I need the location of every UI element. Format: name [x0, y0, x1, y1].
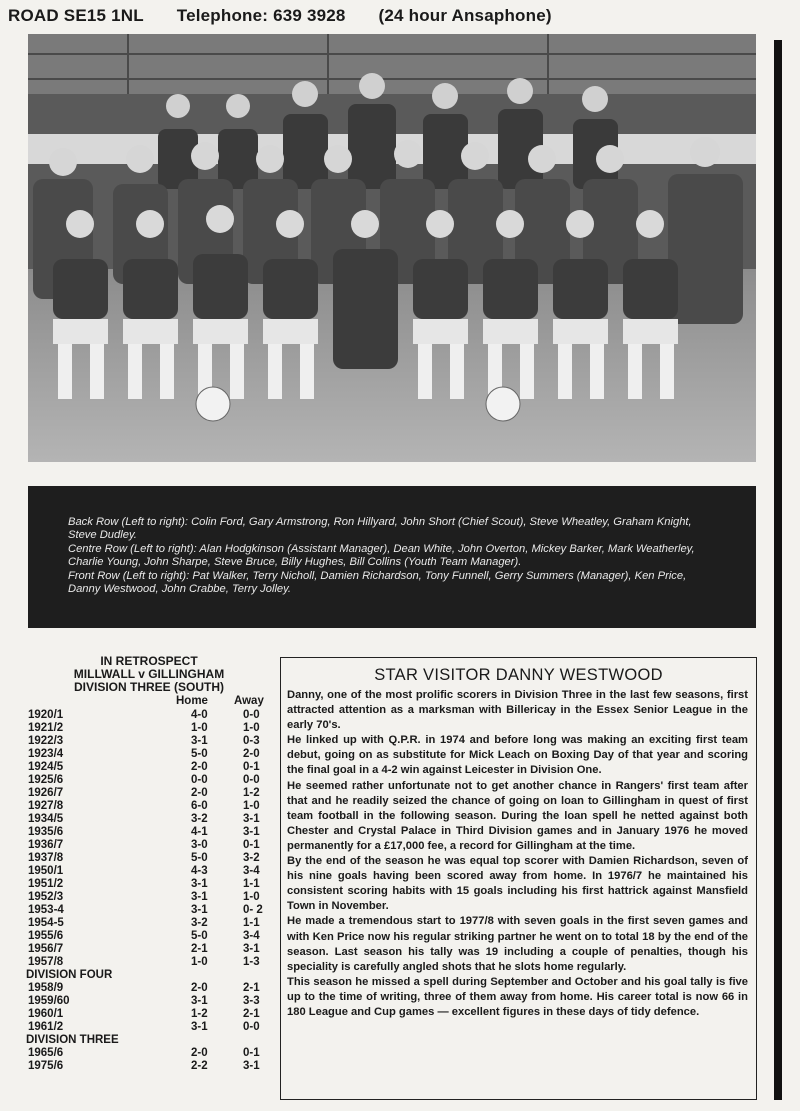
away-score-cell: 0-0	[243, 1021, 260, 1033]
away-score-cell: 3-1	[243, 813, 260, 825]
away-score-cell: 0-0	[243, 709, 260, 721]
division-heading: DIVISION THREE	[26, 1034, 119, 1046]
result-row	[26, 800, 272, 813]
address-text: ROAD SE15 1NL	[8, 6, 144, 25]
caption-front-row: Front Row (Left to right): Pat Walker, Terry Nicholl, Damien Richardson, Tony Funnell, Gerry Summers (Manager), Ken Price, Danny Westwood, John Crabbe, Terry Jolley.	[68, 569, 687, 596]
season-cell: 1925/6	[28, 774, 64, 786]
result-row	[26, 904, 272, 917]
home-score-cell: 3-2	[191, 813, 208, 825]
away-score-cell: 1-1	[243, 878, 260, 890]
team-photo-illustration	[28, 34, 756, 462]
home-score-cell: 4-3	[191, 865, 208, 877]
result-row	[26, 787, 272, 800]
home-score-cell: 3-0	[191, 839, 208, 851]
away-score-cell: 3-3	[243, 995, 260, 1007]
away-score-cell: 0-1	[243, 761, 260, 773]
season-cell: 1934/5	[28, 813, 64, 825]
result-row	[26, 722, 272, 735]
away-score-cell: 3-2	[243, 852, 260, 864]
result-row	[26, 774, 272, 787]
home-score-cell: 3-1	[191, 735, 208, 747]
season-cell: 1952/3	[28, 891, 64, 903]
article-paragraph: By the end of the season he was equal top scorer with Damien Richardson, seven of his nine goals having been scored away from home. In 1976/7 he maintained his consistent scoring habits with 15 goals including his first hattrick against Mansfield Town in November.	[287, 855, 748, 913]
article-paragraph: He seemed rather unfortunate not to get another chance in Rangers' first team after that and he readily seized the chance of going on loan to Gillingham in quest of first team football in the following season. During the loan spell he netted against both Chester and Crystal Palace in Third Division games and in January 1976 he moved permanently for a £17,000 fee, a record for Gillingham at the time.	[287, 779, 748, 852]
season-cell: 1965/6	[28, 1047, 64, 1059]
result-row	[26, 865, 272, 878]
away-score-cell: 0-1	[243, 839, 260, 851]
away-score-cell: 0-3	[243, 735, 260, 747]
away-score-cell: 1-1	[243, 917, 260, 929]
telephone-text: Telephone: 639 3928	[176, 6, 346, 25]
away-score-cell: 0-1	[243, 1047, 260, 1059]
season-cell: 1954-5	[28, 917, 64, 929]
away-score-cell: 2-1	[243, 982, 260, 994]
star-visitor-body	[287, 688, 748, 1020]
away-score-cell: 1-0	[243, 891, 260, 903]
right-edge-bar	[774, 40, 782, 1100]
season-cell: 1955/6	[28, 930, 64, 942]
result-row	[26, 761, 272, 774]
away-score-cell: 0-0	[243, 774, 260, 786]
away-score-cell: 3-4	[243, 930, 260, 942]
result-row	[26, 1060, 272, 1073]
ansaphone-text: (24 hour Ansaphone)	[378, 6, 552, 25]
away-score-cell: 3-1	[243, 826, 260, 838]
home-score-cell: 3-1	[191, 891, 208, 903]
home-score-cell: 2-2	[191, 1060, 208, 1072]
photo-caption-box	[28, 486, 756, 628]
home-score-cell: 4-1	[191, 826, 208, 838]
season-cell: 1937/8	[28, 852, 64, 864]
home-score-cell: 5-0	[191, 748, 208, 760]
home-score-cell: 5-0	[191, 930, 208, 942]
home-score-cell: 1-2	[191, 1008, 208, 1020]
retrospect-table	[26, 655, 272, 1073]
home-score-cell: 2-0	[191, 982, 208, 994]
home-score-cell: 5-0	[191, 852, 208, 864]
home-score-cell: 3-1	[191, 878, 208, 890]
result-row	[26, 891, 272, 904]
away-score-cell: 2-0	[243, 748, 260, 760]
away-score-cell: 1-0	[243, 722, 260, 734]
star-visitor-title: STAR VISITOR DANNY WESTWOOD	[374, 666, 663, 684]
result-row	[26, 839, 272, 852]
article-paragraph: He linked up with Q.P.R. in 1974 and before long was making an exciting first team debut, going on as substitute for Mick Leach on Boxing Day of that year and scoring the final goal in a 4-2 win against Leicester in Division One.	[287, 734, 748, 777]
retrospect-title	[26, 655, 272, 694]
result-row	[26, 735, 272, 748]
retrospect-title-line-1: IN RETROSPECT	[100, 654, 198, 668]
season-cell: 1936/7	[28, 839, 64, 851]
season-cell: 1953-4	[28, 904, 64, 916]
season-cell: 1926/7	[28, 787, 64, 799]
season-cell: 1921/2	[28, 722, 64, 734]
result-row	[26, 709, 272, 722]
season-cell: 1959/60	[28, 995, 70, 1007]
away-score-cell: 1-2	[243, 787, 260, 799]
season-cell: 1927/8	[28, 800, 64, 812]
result-row	[26, 930, 272, 943]
season-cell: 1923/4	[28, 748, 64, 760]
retrospect-rows	[26, 709, 272, 1073]
home-score-cell: 1-0	[191, 956, 208, 968]
away-score-cell: 3-1	[243, 1060, 260, 1072]
team-photo	[28, 34, 756, 462]
home-score-cell: 3-2	[191, 917, 208, 929]
result-row	[26, 982, 272, 995]
result-row	[26, 878, 272, 891]
season-cell: 1960/1	[28, 1008, 64, 1020]
result-row	[26, 956, 272, 969]
season-cell: 1958/9	[28, 982, 64, 994]
result-row	[26, 995, 272, 1008]
away-score-cell: 0- 2	[243, 904, 263, 916]
result-row	[26, 813, 272, 826]
photo-caption	[68, 516, 708, 596]
season-cell: 1922/3	[28, 735, 64, 747]
result-row	[26, 1021, 272, 1034]
result-row	[26, 1047, 272, 1060]
retrospect-column-headers	[26, 695, 272, 709]
division-heading: DIVISION FOUR	[26, 969, 113, 981]
home-score-cell: 2-1	[191, 943, 208, 955]
article-paragraph: He made a tremendous start to 1977/8 with seven goals in the first seven games and with Ken Price now his regular striking partner he went on to total 18 by the end of the season. Last season his tally was 19 including a couple of penalties, though his speciality is carefully angled shots that he slots home regularly.	[287, 915, 748, 973]
home-column-header: Home	[176, 695, 208, 707]
home-score-cell: 6-0	[191, 800, 208, 812]
home-score-cell: 3-1	[191, 995, 208, 1007]
away-column-header: Away	[234, 695, 264, 707]
season-cell: 1950/1	[28, 865, 64, 877]
home-score-cell: 0-0	[191, 774, 208, 786]
result-row	[26, 917, 272, 930]
caption-back-row: Back Row (Left to right): Colin Ford, Gary Armstrong, Ron Hillyard, John Short (Chief Scout), Steve Wheatley, Graham Knight, Steve Dudley.	[68, 516, 692, 542]
home-score-cell: 2-0	[191, 1047, 208, 1059]
season-cell: 1924/5	[28, 761, 64, 773]
home-score-cell: 4-0	[191, 709, 208, 721]
season-cell: 1935/6	[28, 826, 64, 838]
retrospect-title-line-3: DIVISION THREE (SOUTH)	[73, 680, 224, 694]
article-paragraph: This season he missed a spell during September and October and his goal tally is five up to the time of writing, three of them away from home. His career total is now 66 in 180 League and Cup games — excellent figures in these days of tidy defence.	[287, 975, 748, 1018]
away-score-cell: 1-0	[243, 800, 260, 812]
result-row	[26, 1008, 272, 1021]
page-header	[8, 6, 580, 26]
retrospect-title-line-2: MILLWALL v GILLINGHAM	[73, 667, 225, 681]
home-score-cell: 3-1	[191, 1021, 208, 1033]
result-row	[26, 748, 272, 761]
season-cell: 1957/8	[28, 956, 64, 968]
result-row	[26, 826, 272, 839]
star-visitor-box	[280, 657, 757, 1100]
article-paragraph: Danny, one of the most prolific scorers in Division Three in the last few seasons, first attracted attention as a marksman with Billericay in the Essex Senior League in the early 70's.	[287, 689, 748, 732]
season-cell: 1961/2	[28, 1021, 64, 1033]
result-row	[26, 852, 272, 865]
season-cell: 1975/6	[28, 1060, 64, 1072]
away-score-cell: 3-4	[243, 865, 260, 877]
home-score-cell: 3-1	[191, 904, 208, 916]
away-score-cell: 1-3	[243, 956, 260, 968]
caption-centre-row: Centre Row (Left to right): Alan Hodgkinson (Assistant Manager), Dean White, John Overton, Mickey Barker, Mark Weatherley, Charlie Young, John Sharpe, Steve Bruce, Billy Hughes, Bill Collins (Youth Team Manager).	[68, 542, 695, 569]
season-cell: 1956/7	[28, 943, 64, 955]
result-row	[26, 943, 272, 956]
season-cell: 1951/2	[28, 878, 64, 890]
away-score-cell: 2-1	[243, 1008, 260, 1020]
home-score-cell: 2-0	[191, 761, 208, 773]
home-score-cell: 1-0	[191, 722, 208, 734]
season-cell: 1920/1	[28, 709, 64, 721]
home-score-cell: 2-0	[191, 787, 208, 799]
away-score-cell: 3-1	[243, 943, 260, 955]
